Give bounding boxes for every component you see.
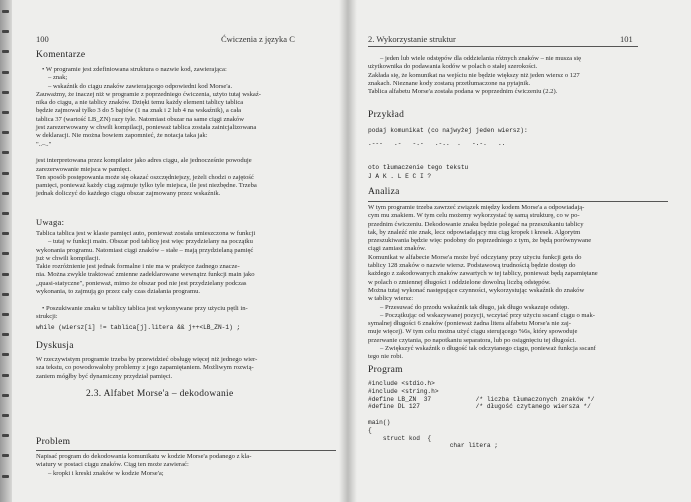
example-prompt: podaj komunikat (co najwyżej jeden wiersz): — [368, 127, 528, 134]
analiza-heading: Analiza — [368, 187, 400, 197]
left-page-number: 100 — [36, 34, 49, 44]
code-line: #define LB_ZN 37 /* liczba tłumaczonych znaków */ — [368, 395, 595, 403]
analiza-line: tego nie robi. — [368, 353, 403, 361]
binding-hole — [2, 374, 9, 377]
intro-text — [368, 55, 658, 96]
uwaga-line: Tablica tablica jest w klasie pamięci auto, ponieważ została umieszczona w funkcji — [36, 230, 256, 237]
code-line: { — [368, 426, 372, 434]
code-line — [368, 411, 595, 419]
uwaga-line: Takie rozróżnienie jest jednak formalne i nie ma w praktyce żadnego znacze- — [36, 263, 240, 271]
intro-line: użytkownika do podawania kodów w polach o stałej szerokości. — [368, 63, 538, 71]
binding-hole — [2, 273, 9, 276]
section-title: 2.3. Alfabet Morse'a – dekodowanie — [86, 389, 234, 399]
analiza-line: w polach o zmiennej długości i oddzielone dowolną liczbą odstępów. — [368, 278, 551, 286]
komentarze-line: będzie zajmował tylko 3 do 5 bajtów (1 na znak i 2 lub 4 na wskaźnik), a cała — [36, 107, 242, 115]
while-code-line: while (wiersz[i] != tablica[j].litera && j++<LB_ZN-1) ; — [36, 324, 241, 331]
uwaga-line: wykonania programu. Natomiast ciągi znaków – stałe – mają przydzielaną pamięć — [36, 246, 254, 254]
intro-line: znakach. Nieznane kody zostaną przetłumaczone na pytajnik. — [368, 79, 531, 87]
right-page-number: 101 — [620, 34, 633, 44]
binding-hole — [2, 172, 9, 175]
analiza-line: w tablicy wiersz: — [368, 295, 414, 303]
binding-hole — [2, 232, 9, 235]
header-rule — [368, 46, 638, 47]
binding-hole — [2, 71, 9, 74]
intro-line: Tablica alfabetu Morse'a została podana w poprzednim ćwiczeniu (2.2). — [368, 88, 558, 96]
uwaga-text — [36, 230, 332, 321]
binding-hole — [2, 313, 9, 316]
komentarze-line: jest zarezerwowany w chwili kompilacji, ponieważ tablica została zainicjalizowana — [36, 124, 257, 132]
binding-hole — [2, 252, 9, 255]
binding-hole — [2, 475, 9, 478]
komentarze-line: Ten sposób postępowania może się okazać oszczędniejszy, jeżeli chodzi o zajętość — [36, 173, 254, 181]
binding-hole — [2, 333, 9, 336]
analiza-line: tak, by znaleźć nie znak, lecz odpowiadający mu ciąg kropek i kresek. Algorytm — [368, 228, 581, 236]
analiza-line: cym mu znakiem. W tym celu możemy wykorzystać tę samą strukturę, co w po- — [368, 212, 580, 220]
binding-hole — [2, 192, 9, 195]
problem-heading: Problem — [36, 437, 71, 447]
binding-hole — [2, 353, 9, 356]
code-line: main() — [368, 418, 391, 426]
analiza-line: ciągi zamiast znaków. — [368, 245, 426, 253]
program-code — [368, 380, 595, 450]
komentarze-line: nika do ciągu, a nie tablicy znaków. Dzięki temu każdy element tablicy tablica — [36, 99, 244, 107]
binding-hole — [2, 50, 9, 53]
komentarze-line: zarezerwowanie miejsca w pamięci. — [36, 165, 132, 173]
left-running-head: Ćwiczenia z języka C — [221, 34, 295, 44]
uwaga-line — [36, 296, 332, 304]
code-line: #define DL 127 /* długość czytanego wiersza */ — [368, 403, 591, 411]
analiza-line: przednim ćwiczeniu. Dekodowanie znaku będzie polegać na przeszukaniu tablicy — [368, 220, 584, 228]
uwaga-heading: Uwaga: — [36, 217, 65, 227]
uwaga-line: strukcji: — [36, 312, 58, 320]
uwaga-line: „quasi-statyczne", ponieważ, mimo że obszar pod nie jest przydzielany podczas — [36, 279, 247, 287]
komentarze-line: jednak doliczyć do każdego ciągu obszar zajmowany przez wskaźnik. — [36, 190, 221, 198]
komentarze-line: Zauważmy, że inaczej niż w programie z poprzedniego ćwiczenia, użyto tutaj wskaź- — [36, 90, 261, 98]
binding-hole — [2, 212, 9, 215]
analiza-line: Komunikat w alfabecie Morse'a może być odczytany przy użyciu funkcji gets do — [368, 253, 582, 261]
binding-hole — [2, 394, 9, 397]
dyskusja-text — [36, 356, 332, 381]
analiza-line: W tym programie trzeba zawrzeć związek między kodem Morse'a a odpowiadają- — [368, 204, 585, 211]
uwaga-line: wykonania, to zajmują go przez cały czas działania programu. — [36, 288, 201, 296]
problem-line: – kropki i kreski znaków w kodzie Morse'a; — [48, 469, 164, 477]
intro-line: Zakłada się, że komunikat na wejściu nie będzie większy niż jeden wiersz o 127 — [368, 71, 580, 79]
code-line: struct kod { — [368, 434, 432, 442]
komentarze-line: w deklaracji. Nie można bowiem zapomnieć, że notacja taka jak: — [36, 132, 208, 140]
code-line: #include <string.h> — [368, 387, 439, 395]
problem-line: wiatury w postaci ciągu znaków. Ciąg ten może zawierać: — [36, 461, 189, 469]
komentarze-line — [36, 149, 332, 157]
binding-hole — [2, 10, 9, 13]
program-heading: Program — [368, 365, 403, 375]
code-line: #include <stdio.h> — [368, 380, 435, 387]
code-line: char litera ; — [368, 442, 498, 450]
analiza-line: Można tutaj wykonać następujące czynności, wykorzystując wskaźnik do znaków — [368, 286, 585, 294]
problem-text — [36, 453, 332, 478]
analiza-rule — [368, 201, 668, 202]
binding-hole — [2, 434, 9, 437]
uwaga-line: nia. Można zwykle traktować zmienne zadeklarowane wewnątrz funkcji main jako — [36, 271, 255, 279]
analiza-line: każdego z zakodowanych znaków zawartych w tej tablicy, ponieważ będą zapamiętane — [368, 270, 598, 278]
komentarze-line: – znak; — [48, 74, 68, 82]
analiza-line: przeszukiwania będzie więc podobny do poprzedniego z tym, że będą porównywane — [368, 237, 592, 245]
left-page — [14, 0, 337, 502]
example-output-label: oto tłumaczenie tego tekstu — [368, 164, 469, 171]
example-morse-input: .--- .- -.- .-.. . -.-. .. — [368, 140, 506, 147]
analiza-line: muje więcej). W tym celu można użyć ciągu sterującego %6s, który spowoduje — [368, 328, 578, 336]
binding-hole — [2, 111, 9, 114]
binding-hole — [2, 454, 9, 457]
problem-rule — [36, 450, 336, 451]
binding-hole — [2, 151, 9, 154]
komentarze-line: • W programie jest zdefiniowana struktura o nazwie kod, zawierająca: — [42, 66, 227, 73]
analiza-line: – Początkując od wskazywanej pozycji, wczytać przy użyciu sscanf ciągu o mak- — [380, 311, 595, 319]
analiza-line: – Przesuwać do przodu wskaźnik tak długo, jak długo wskazuje odstęp. — [380, 303, 569, 311]
dyskusja-line: sza tekstu, co powodowałoby problemy z jego zapamiętaniem. Możliwym rozwią- — [36, 364, 254, 372]
right-page — [358, 0, 688, 502]
komentarze-heading: Komentarze — [36, 50, 86, 60]
komentarze-line: – wskaźnik do ciągu znaków zawierającego odpowiedni kod Morse'a. — [48, 82, 233, 90]
analiza-text — [368, 204, 668, 362]
analiza-line: tablicy 128 znaków o nazwie wiersz. Podstawową trudnością będzie dostęp do — [368, 262, 576, 270]
uwaga-line: już w chwili kompilacji. — [36, 254, 101, 262]
komentarze-line: tablica 37 (wartość LB_ZN) razy tyle. Natomiast obszar na same ciągi znaków — [36, 115, 244, 123]
binding-hole — [2, 293, 9, 296]
page-gutter — [339, 0, 357, 502]
binding-hole — [2, 30, 9, 33]
analiza-line: – Zwiększyć wskaźnik o długość tak odczytanego ciągu, ponieważ funkcja sscanf — [380, 345, 596, 353]
problem-line: Napisać program do dekodowania komunikatu w kodzie Morse'a podanego z kla- — [36, 453, 252, 460]
example-output-text: J A K . L E C I ? — [368, 173, 432, 180]
binding-hole — [2, 91, 9, 94]
analiza-line: przerwanie czytania, po napotkaniu separatora, lub po osiągnięciu tej długości. — [368, 336, 576, 344]
binding-holes — [2, 10, 10, 500]
dyskusja-line: zaniem mógłby być dynamiczny przydział pamięci. — [36, 372, 173, 380]
komentarze-text — [36, 66, 332, 199]
intro-line: – jeden lub wiele odstępów dla oddzielania różnych znaków – nie musza się — [380, 55, 582, 62]
dyskusja-line: W rzeczywistym programie trzeba by przewidzieć obsługę więcej niż jednego wier- — [36, 356, 258, 363]
uwaga-line: • Poszukiwanie znaku w tablicy tablica jest wykonywane przy użyciu pętli in- — [42, 304, 248, 312]
analiza-line: symalnej długości 6 znaków (ponieważ żadna litera alfabetu Morse'a nie zaj- — [368, 320, 571, 328]
uwaga-line: – tutaj w funkcji main. Obszar pod tablicę jest więc przydzielany na początku — [48, 238, 253, 246]
right-running-head: 2. Wykorzystanie struktur — [368, 34, 456, 44]
przyklad-heading: Przykład — [368, 110, 405, 120]
dyskusja-heading: Dyskusja — [36, 341, 74, 351]
komentarze-line: "..–.." — [36, 140, 52, 148]
komentarze-line: jest interpretowana przez kompilator jako adres ciągu, ale jednocześnie powoduje — [36, 157, 252, 165]
binding-hole — [2, 414, 9, 417]
komentarze-line: pamięci, ponieważ każdy ciąg zajmuje tylko tyle miejsca, ile jest niezbędne. Trzeba — [36, 182, 257, 190]
binding-hole — [2, 131, 9, 134]
